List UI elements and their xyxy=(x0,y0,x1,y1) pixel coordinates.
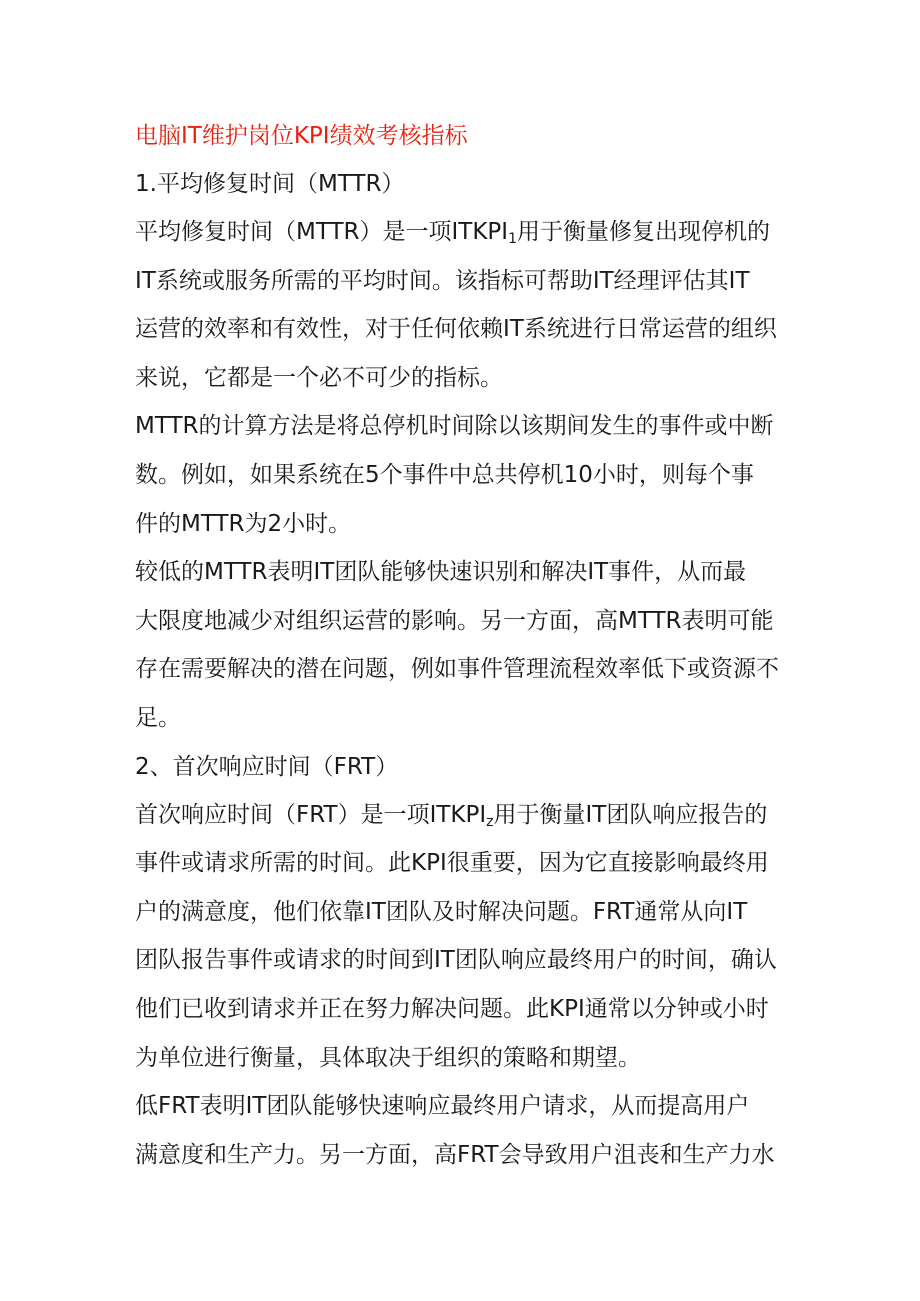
text-line: 足。 xyxy=(135,704,181,731)
paragraph-mttr-definition xyxy=(135,208,795,402)
text-line: 数。例如，如果系统在5个事件中总共停机10小时，则每个事 xyxy=(135,461,754,488)
text-line: 他们已收到请求并正在努力解决问题。此KPI通常以分钟或小时 xyxy=(135,995,769,1022)
text-segment: 平均修复时间（MTTR）是一项ITKPI xyxy=(135,219,509,245)
text-line: 户的满意度，他们依靠IT团队及时解决问题。FRT通常从向IT xyxy=(135,898,748,925)
text-line: 较低的MTTR表明IT团队能够快速识别和解决IT事件，从而最 xyxy=(135,559,747,586)
text-line: 存在需要解决的潜在问题，例如事件管理流程效率低下或资源不 xyxy=(135,656,779,683)
text-line: IT系统或服务所需的平均时间。该指标可帮助IT经理评估其IT xyxy=(135,267,750,294)
document-body xyxy=(135,112,795,1179)
paragraph-frt-interpretation xyxy=(135,1082,795,1179)
text-segment: 用于衡量修复出现停机的 xyxy=(517,219,771,245)
text-segment: 首次响应时间（FRT）是一项ITKPI xyxy=(135,801,487,828)
subscript-footnote: 1 xyxy=(508,231,518,247)
text-segment: 用于衡量IT团队响应报告的 xyxy=(493,801,768,828)
section-heading-frt: 2、首次响应时间（FRT） xyxy=(135,753,399,780)
text-line: 件的MTTR为2小时。 xyxy=(135,510,352,537)
text-line: 运营的效率和有效性，对于任何依赖IT系统进行日常运营的组织 xyxy=(135,316,777,343)
text-line: 大限度地减少对组织运营的影响。另一方面，高MTTR表明可能 xyxy=(135,607,774,634)
text-line: 低FRT表明IT团队能够快速响应最终用户请求，从而提高用户 xyxy=(135,1093,750,1120)
subscript-footnote: z xyxy=(486,813,494,830)
document-title: 电脑IT维护岗位KPI绩效考核指标 xyxy=(135,123,468,149)
text-line: 来说，它都是一个必不可少的指标。 xyxy=(135,364,503,391)
text-line: 为单位进行衡量，具体取决于组织的策略和期望。 xyxy=(135,1044,641,1071)
text-line: 满意度和生产力。另一方面，高FRT会导致用户沮丧和生产力水 xyxy=(135,1141,775,1168)
text-line: MTTR的计算方法是将总停机时间除以该期间发生的事件或中断 xyxy=(135,413,774,440)
paragraph-mttr-calculation xyxy=(135,402,795,548)
text-line xyxy=(135,791,795,840)
text-line: 团队报告事件或请求的时间到IT团队响应最终用户的时间，确认 xyxy=(135,947,777,974)
text-line: 事件或请求所需的时间。此KPI很重要，因为它直接影响最终用 xyxy=(135,850,769,877)
paragraph-mttr-interpretation xyxy=(135,548,795,742)
paragraph-frt-definition xyxy=(135,791,795,1083)
text-line xyxy=(135,208,795,257)
section-heading-mttr: 1.平均修复时间（MTTR） xyxy=(135,171,405,197)
